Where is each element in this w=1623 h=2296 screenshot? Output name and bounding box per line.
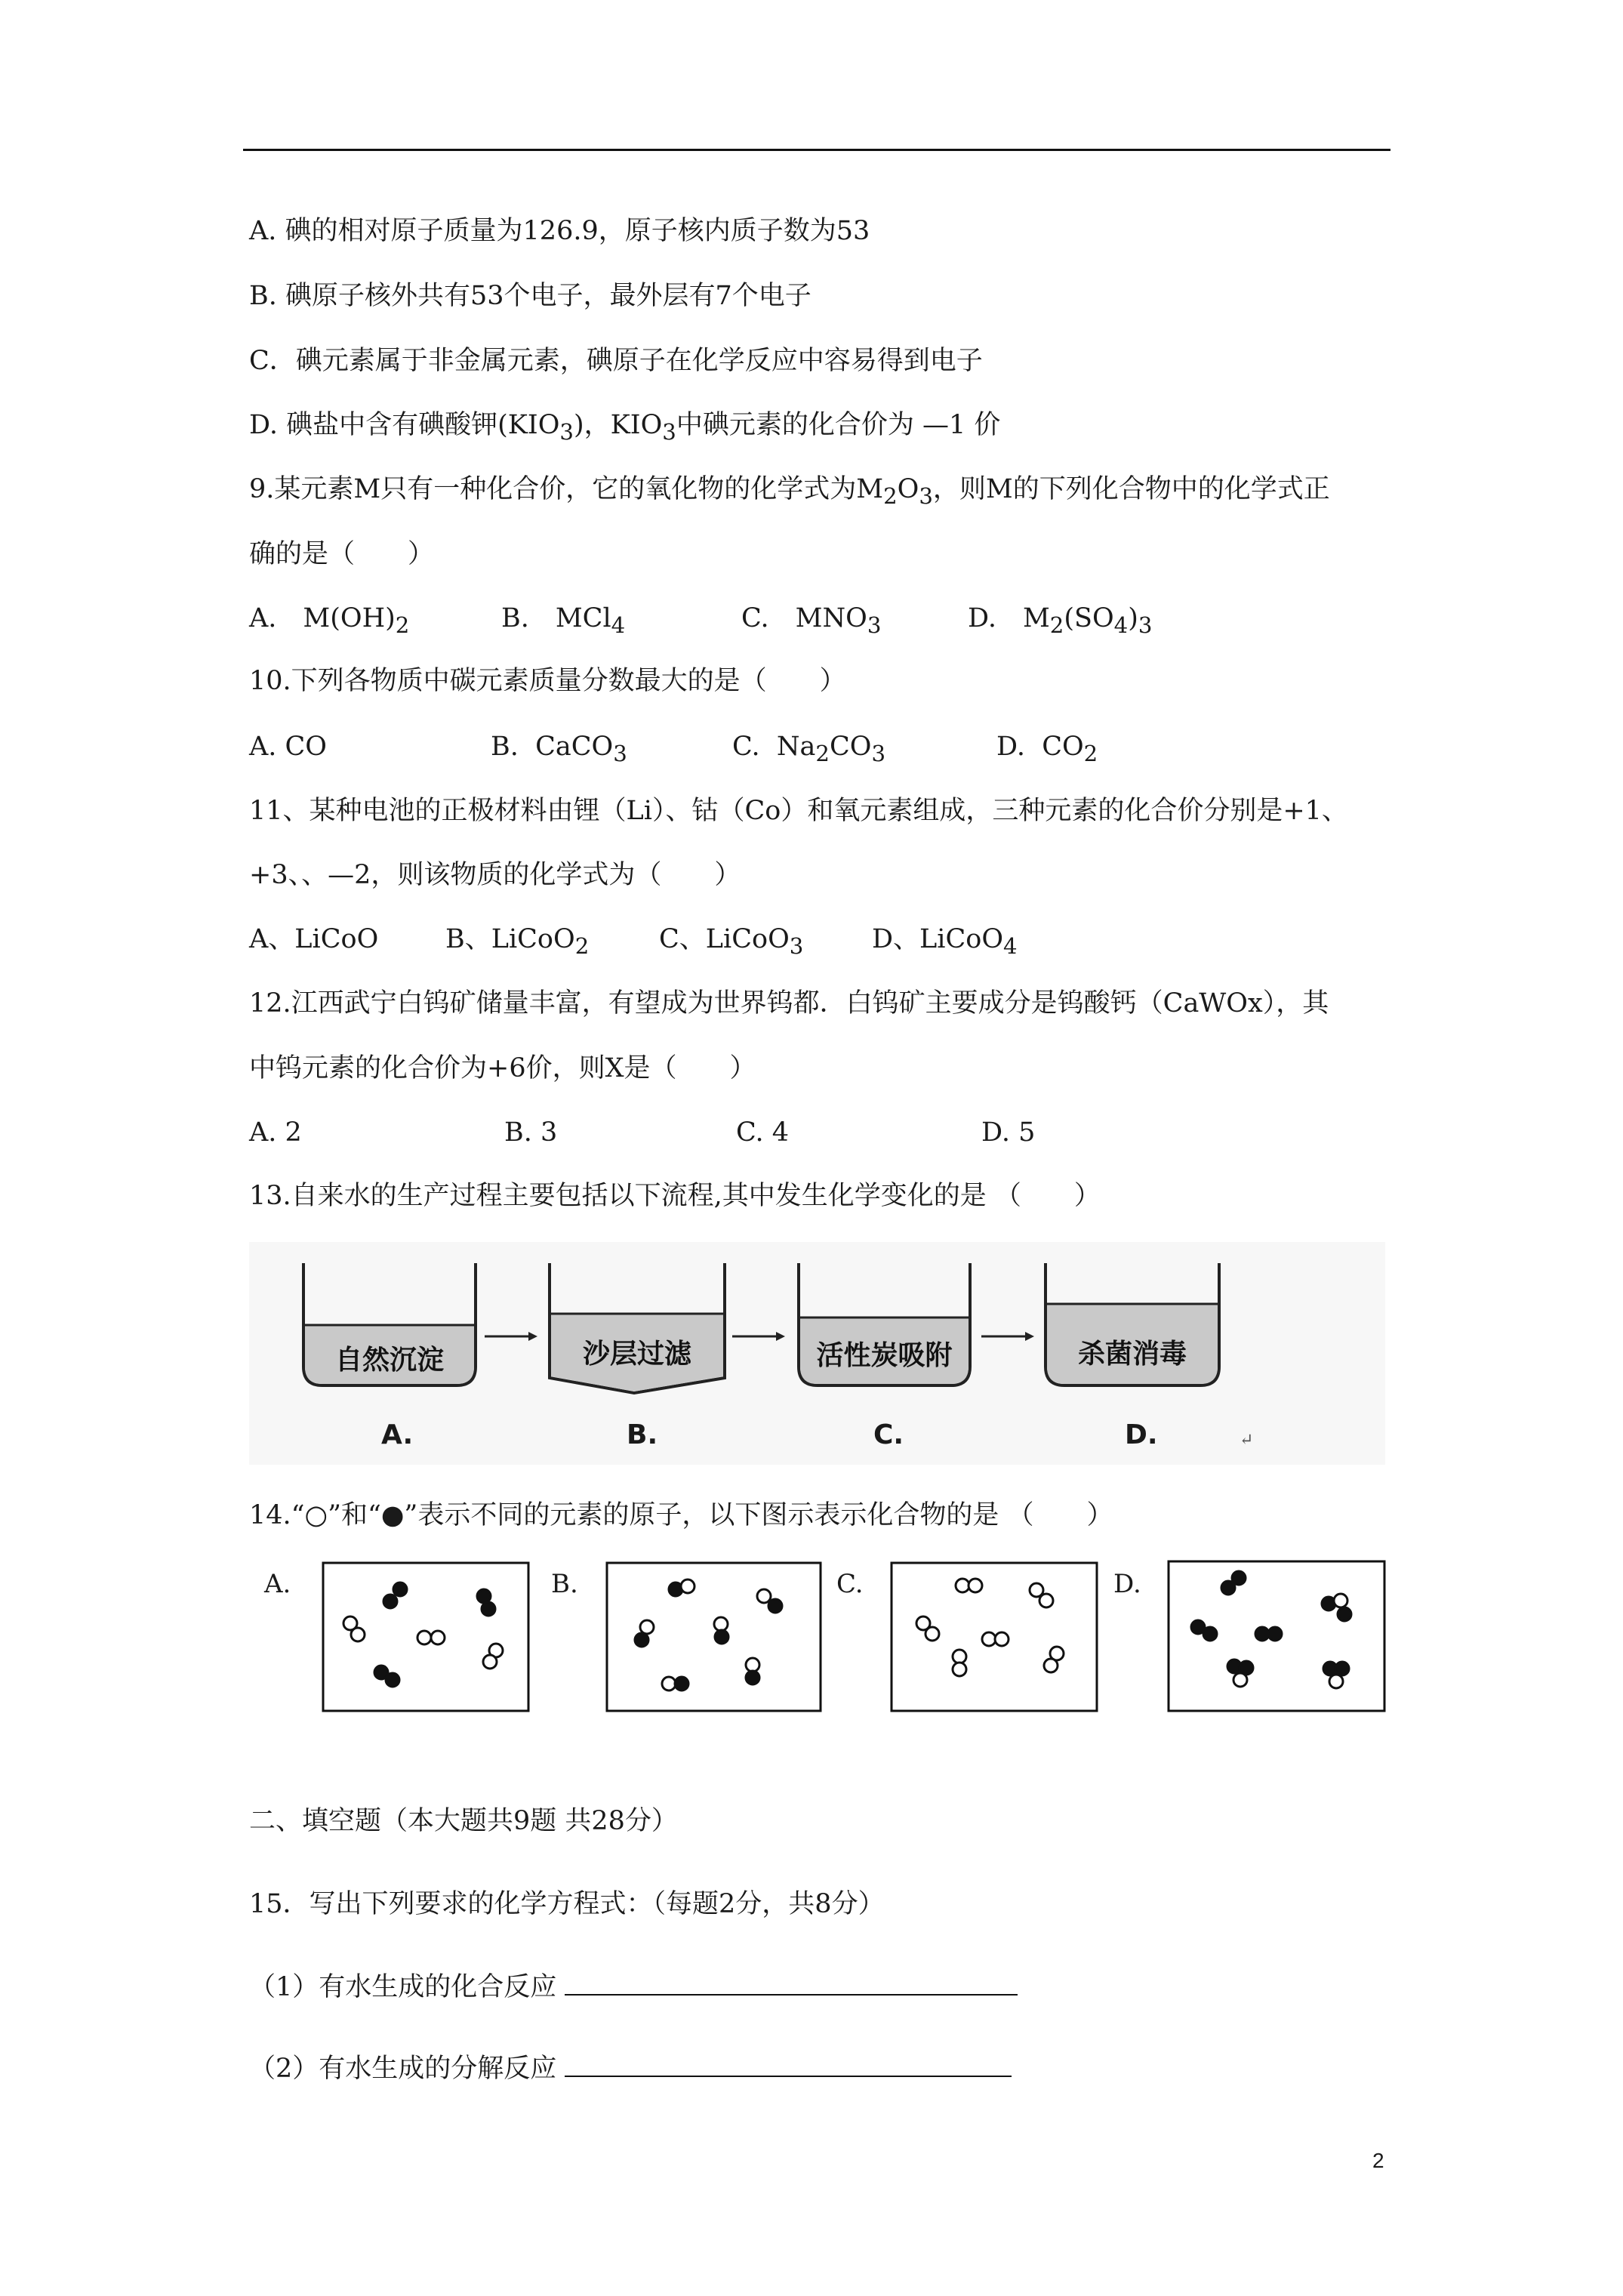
q15-item2-blank[interactable]: [565, 2053, 1012, 2077]
q9-option-a: A. $M(OH)_2$: [249, 603, 410, 638]
q10-option-a: A. CO: [249, 732, 328, 762]
q10-option-d: D. $CO_2$: [996, 732, 1098, 766]
q11-option-c: C、LiCoO$_3$: [659, 924, 804, 959]
section2-title: 二、填空题（本大题共9题 共28分）: [249, 1806, 678, 1836]
box-d-molecules: [1191, 1571, 1351, 1688]
q10-option-b: B. CaCO$_3$: [491, 732, 627, 766]
q8-option-a: A. 碘的相对原子质量为126.9，原子核内质子数为53: [249, 216, 870, 246]
q10-stem: 10.下列各物质中碳元素质量分数最大的是（ ）: [249, 666, 846, 696]
q12-option-d: D. 5: [981, 1117, 1036, 1148]
q14-label-a: A.: [264, 1569, 291, 1599]
tank-a-name: 自然沉淀: [334, 1345, 444, 1376]
q12-option-c: C. 4: [736, 1117, 790, 1148]
q9-option-d: D. $M_2(SO_4)_3$: [968, 603, 1153, 638]
return-mark: ↵: [1240, 1431, 1254, 1450]
q15-item1-blank[interactable]: [565, 1971, 1018, 1996]
q15-item2: （2）有水生成的分解反应: [249, 2052, 1012, 2085]
q9-option-b: B. MCl$_4$: [501, 603, 626, 638]
q8-option-b: B. 碘原子核外共有53个电子，最外层有7个电子: [249, 281, 812, 311]
box-c-molecules: [916, 1579, 1064, 1676]
q14-label-c: C.: [836, 1569, 864, 1599]
page-number: 2: [1372, 2149, 1384, 2172]
q11-option-a: A、LiCoO: [249, 924, 379, 954]
q15-stem: 15．写出下列要求的化学方程式：（每题2分，共8分）: [249, 1889, 885, 1919]
box-a-molecules: [343, 1583, 503, 1687]
tank-d-name: 杀菌消毒: [1077, 1339, 1187, 1370]
q9-stem-line2: 确的是（ ）: [249, 539, 435, 569]
step-label-a: A.: [381, 1419, 414, 1450]
q8-option-c: C．碘元素属于非金属元素，碘原子在化学反应中容易得到电子: [249, 346, 983, 376]
q15-item1: （1）有水生成的化合反应: [249, 1971, 1018, 2004]
q12-option-a: A. 2: [249, 1117, 302, 1148]
step-label-b: B.: [627, 1419, 658, 1450]
q11-option-d: D、LiCoO$_4$: [872, 924, 1018, 959]
tank-b-name: 沙层过滤: [582, 1339, 691, 1370]
q9-stem-line1: 9.某元素M只有一种化合价，它的氧化物的化学式为$M_2O_3$，则M的下列化合物中的化学式正: [249, 474, 1330, 509]
box-b-molecules: [635, 1579, 782, 1690]
q14-label-b: B.: [551, 1569, 578, 1599]
q10-option-c: C. $Na_2CO_3$: [732, 732, 886, 766]
q12-stem-line2: 中钨元素的化合价为+6价，则X是（ ）: [249, 1053, 756, 1083]
q14-stem: 14.“○”和“●”表示不同的元素的原子，以下图示表示化合物的是 （ ）: [249, 1500, 1113, 1530]
step-label-d: D.: [1125, 1419, 1158, 1450]
q14-label-d: D.: [1113, 1569, 1141, 1599]
q11-stem-line2: +3、、—2，则该物质的化学式为（ ）: [249, 860, 741, 890]
tank-c-name: 活性炭吸附: [816, 1340, 953, 1371]
step-label-c: C.: [873, 1419, 904, 1450]
q13-stem: 13.自来水的生产过程主要包括以下流程,其中发生化学变化的是 （ ）: [249, 1181, 1101, 1211]
q9-option-c: C. $MNO_3$: [741, 603, 882, 638]
q12-option-b: B. 3: [504, 1117, 558, 1148]
q8-option-d: D. 碘盐中含有碘酸钾$(KIO_3)$，$KIO_3$中碘元素的化合价为 —1 价: [249, 410, 1001, 445]
q11-stem-line1: 11、某种电池的正极材料由锂（Li）、钴（Co）和氧元素组成，三种元素的化合价分别是+1、: [249, 796, 1348, 826]
q11-option-b: B、LiCoO$_2$: [445, 924, 590, 959]
q12-stem-line1: 12.江西武宁白钨矿储量丰富，有望成为世界钨都．白钨矿主要成分是钨酸钙（CaWOx），其: [249, 988, 1329, 1019]
